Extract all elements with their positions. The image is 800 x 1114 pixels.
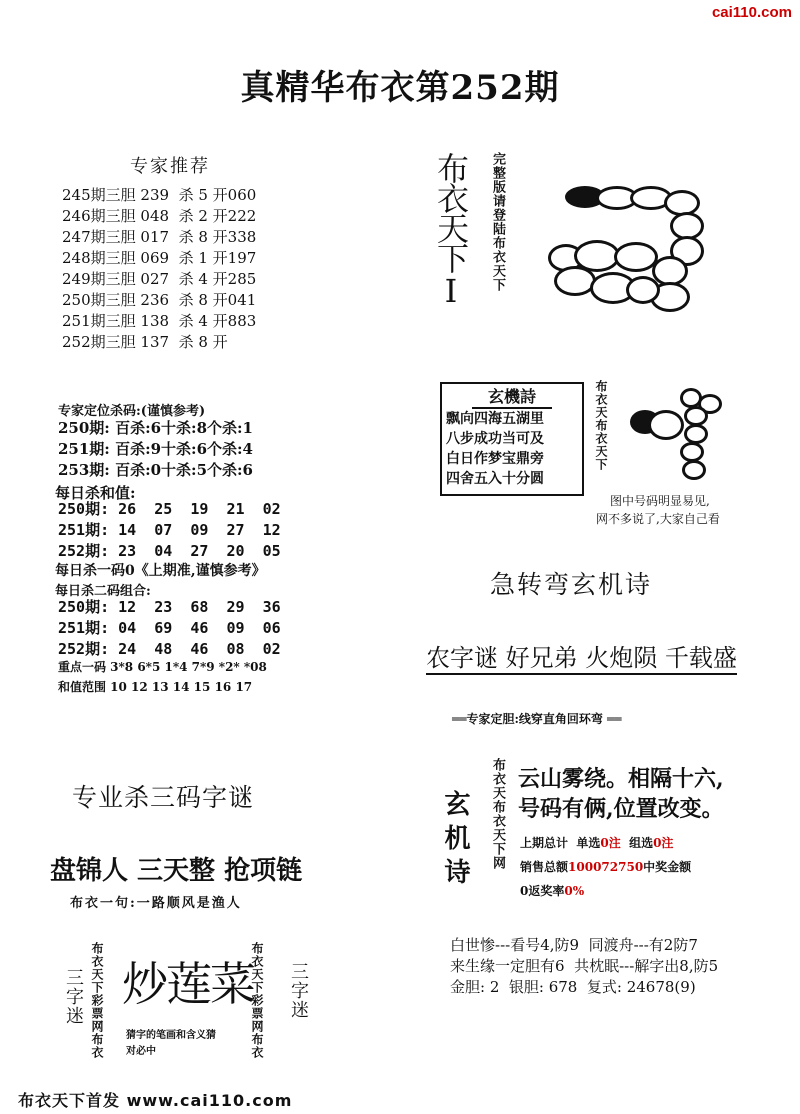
circle-puzzle-1 <box>530 160 750 330</box>
poem-lines <box>442 409 582 489</box>
daily-one-code: 每日杀一码0《上期准,谨慎参考》 <box>55 563 266 579</box>
sales-value: 100072750 <box>568 860 644 874</box>
footer-text: 布衣天下首发 www.cai110.com <box>18 1091 293 1110</box>
riddle-note: 猜字的笔画和含义猜 <box>126 1030 216 1041</box>
ring-shape <box>626 276 660 304</box>
daily-two-row: 252期: 24 48 46 08 02 <box>58 640 281 658</box>
daily-sum-row: 250期: 26 25 19 21 02 <box>58 500 281 518</box>
expert-row: 247期三胆 017 杀 8 开338 <box>62 228 257 246</box>
riddle-heading: 专业杀三码字谜 <box>72 783 255 812</box>
expert-dan-line: 云山雾绕。相隔十六, <box>518 766 724 792</box>
expert-row: 245期三胆 239 杀 5 开060 <box>62 186 257 204</box>
expert-row: 252期三胆 137 杀 8 开 <box>62 333 228 351</box>
position-kill-row: 253期: 百杀:0十杀:5个杀:6 <box>58 461 253 479</box>
expert-row: 246期三胆 048 杀 2 开222 <box>62 207 257 225</box>
sharp-turn-heading: 急转弯玄机诗 <box>490 570 653 599</box>
ring-shape <box>682 460 706 480</box>
ring-shape <box>680 442 704 462</box>
circle-puzzle-2 <box>620 388 730 478</box>
riddle-vertical-right: 布衣天下彩票网布衣 <box>250 942 264 1059</box>
expert-dan-sales <box>520 858 691 875</box>
ring-shape <box>684 424 708 444</box>
riddle-vertical-left: 布衣天下彩票网布衣 <box>90 942 104 1059</box>
stat-group: 0注 <box>653 836 674 850</box>
position-kill-row: 250期: 百杀:6十杀:8个杀:1 <box>58 419 253 437</box>
daily-two-row: 251期: 04 69 46 09 06 <box>58 619 281 637</box>
daily-sum-row: 251期: 14 07 09 27 12 <box>58 521 281 539</box>
buyi-vertical-title: 布衣天下I <box>432 152 470 308</box>
expert-row: 248期三胆 069 杀 1 开197 <box>62 249 257 267</box>
poem-line: 八步成功当可及 <box>446 431 544 447</box>
return-value: 0% <box>564 884 585 898</box>
hints-list <box>450 935 718 998</box>
expert-row: 251期三胆 138 杀 4 开883 <box>62 312 257 330</box>
poem-box <box>440 382 584 496</box>
hint-line: 金胆: 2 银胆: 678 复式: 24678(9) <box>450 978 696 996</box>
expert-dan-side: 玄机诗 <box>440 790 470 892</box>
buyi-vertical-note: 完整版请登陆布衣天下 <box>490 152 505 292</box>
daily-sum-row: 252期: 23 04 27 20 05 <box>58 542 281 560</box>
sales-prefix: 销售总额 <box>520 860 569 874</box>
riddle-left-label: 三字迷 <box>63 968 84 1025</box>
daily-two-heading: 每日杀二码组合: <box>55 584 151 599</box>
expert-heading: 专家推荐 <box>130 156 210 177</box>
expert-list <box>62 185 256 353</box>
riddle-big-word: 炒莲菜 <box>122 957 254 1011</box>
riddle-note: 对必中 <box>126 1046 156 1057</box>
return-prefix: 0返奖率 <box>520 884 565 898</box>
daily-sum-list <box>58 499 281 562</box>
position-kill-heading: 专家定位杀码:(谨慎参考) <box>58 404 206 419</box>
expert-dan-vertical: 布衣天布衣天下网 <box>490 758 505 870</box>
expert-row: 250期三胆 236 杀 8 开041 <box>62 291 257 309</box>
poem-vertical: 布衣天布衣天下 <box>594 380 608 471</box>
poem-line: 飘向四海五湖里 <box>446 411 544 427</box>
stat-mid: 组选 <box>620 836 654 850</box>
stat-single: 0注 <box>600 836 621 850</box>
expert-dan-return <box>520 882 584 899</box>
site-url[interactable]: cai110.com <box>711 4 792 21</box>
daily-sum-heading: 每日杀和值: <box>55 484 136 502</box>
expert-dan-heading: ══专家定胆:线穿直角回环弯 ══ <box>452 712 622 726</box>
ring-shape <box>684 406 708 426</box>
ring-shape <box>648 410 684 440</box>
riddle-right-label: 三字迷 <box>288 962 309 1019</box>
sharp-turn-line: 农字谜 好兄弟 火炮陨 千载盛 <box>426 638 737 675</box>
hint-line: 来生缘一定胆有6 共枕眠---解字出8,防5 <box>450 957 719 975</box>
poem-line: 白日作梦宝鼎旁 <box>446 451 544 467</box>
position-kill-row: 251期: 百杀:9十杀:6个杀:4 <box>58 440 253 458</box>
daily-two-list <box>58 597 281 660</box>
hint-line: 白世惨---看号4,防9 同渡舟---有2防7 <box>450 936 698 954</box>
sales-suffix: 中奖金额 <box>643 860 692 874</box>
daily-two-row: 250期: 12 23 68 29 36 <box>58 598 281 616</box>
position-kill-list <box>58 418 253 481</box>
expert-dan-line: 号码有俩,位置改变。 <box>518 796 724 822</box>
expert-dan-stats <box>520 834 673 851</box>
poem-note: 网不多说了,大家自己看 <box>596 512 720 526</box>
poem-line: 四舍五入十分圆 <box>446 471 544 487</box>
sum-range: 和值范围 10 12 13 14 15 16 17 <box>58 680 253 694</box>
riddle-main: 盘锦人 三天整 抢项链 <box>50 856 303 886</box>
poem-note: 图中号码明显易见, <box>610 494 710 508</box>
key-code: 重点一码 3*8 6*5 1*4 7*9 *2* *08 <box>58 660 267 674</box>
riddle-sentence: 布衣一句:一路顺风是渔人 <box>70 896 242 911</box>
stat-prefix: 上期总计 单选 <box>520 836 601 850</box>
expert-row: 249期三胆 027 杀 4 开285 <box>62 270 257 288</box>
page-title: 真精华布衣第252期 <box>240 68 560 108</box>
poem-heading: 玄機詩 <box>472 384 552 409</box>
